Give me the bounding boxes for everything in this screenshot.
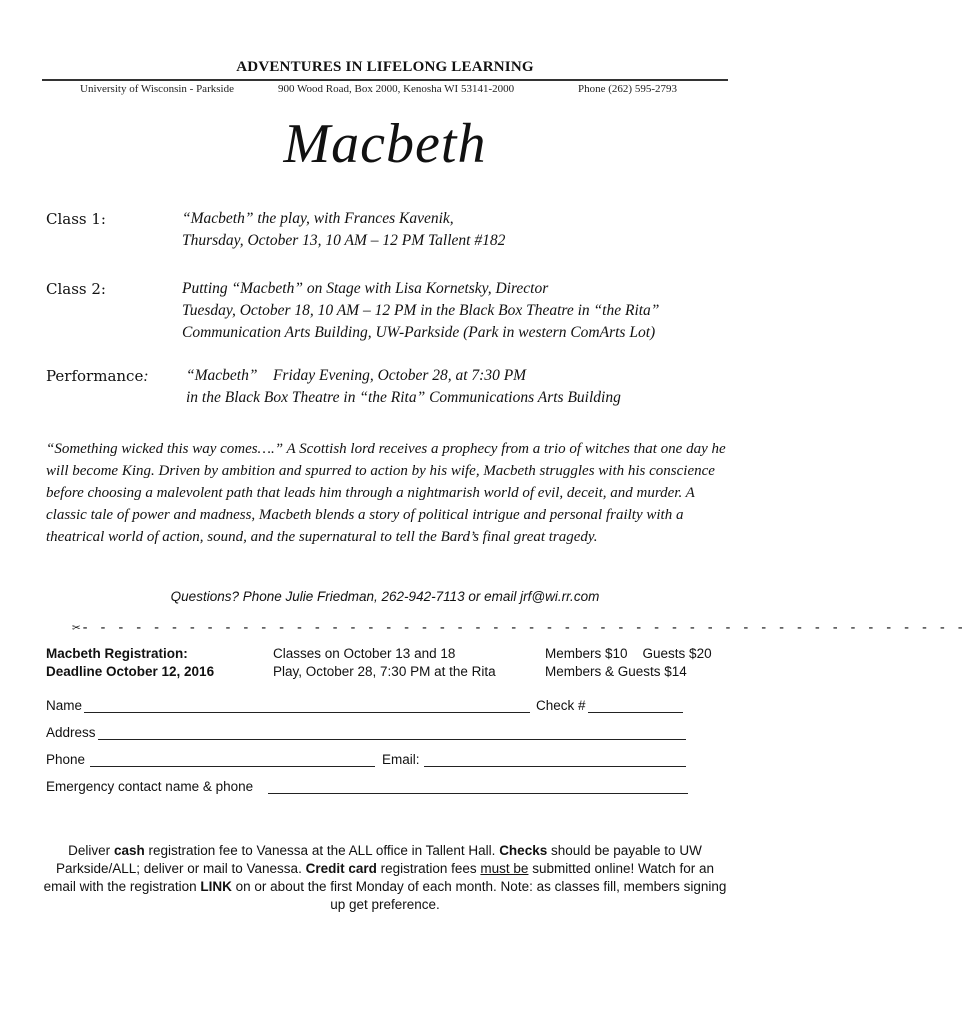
office-phone: Phone (262) 595-2793 xyxy=(578,83,677,95)
payment-link: LINK xyxy=(200,879,232,894)
class1-line1: “Macbeth” the play, with Frances Kavenik, xyxy=(182,210,454,227)
payment-credit-card: Credit card xyxy=(305,861,377,876)
play-title: Macbeth xyxy=(283,113,487,175)
payment-text-5: submitted online! Watch for an email with the registration xyxy=(43,861,715,894)
registration-classes: Classes on October 13 and 18 xyxy=(273,646,456,661)
class1-label: Class 1: xyxy=(46,210,106,228)
registration-price-classes: Members $10 Guests $20 xyxy=(545,646,712,661)
class2-line2: Tuesday, October 18, 10 AM – 12 PM in the Black Box Theatre in “the Rita” xyxy=(182,302,660,319)
emergency-contact-field[interactable] xyxy=(268,793,688,794)
emergency-label: Emergency contact name & phone xyxy=(46,779,254,794)
registration-play: Play, October 28, 7:30 PM at the Rita xyxy=(273,664,496,679)
cut-line: ✂- - - - - - - - - - - - - - - - - - - - - - - - - - - - - - - - - - - - - - - - - - - - - - - - - - xyxy=(72,620,965,636)
class2-line1: Putting “Macbeth” on Stage with Lisa Kornetsky, Director xyxy=(182,280,549,297)
performance-label-wrap xyxy=(46,366,149,388)
performance-label: Performance xyxy=(46,367,144,385)
name-field[interactable] xyxy=(84,712,530,713)
name-label: Name xyxy=(46,698,83,713)
performance-line1: “Macbeth” Friday Evening, October 28, at 7:30 PM xyxy=(186,367,527,384)
performance-line2: in the Black Box Theatre in “the Rita” Communications Arts Building xyxy=(186,389,621,406)
header-rule xyxy=(42,79,728,81)
payment-text-3: should be payable to UW Parkside/ALL; deliver or mail to Vanessa. xyxy=(55,843,702,876)
payment-text-2: registration fee to Vanessa at the ALL office in Tallent Hall. xyxy=(144,843,500,858)
address-label: Address xyxy=(46,725,96,740)
payment-instructions xyxy=(40,842,730,914)
office-address: 900 Wood Road, Box 2000, Kenosha WI 53141-2000 xyxy=(278,83,515,95)
payment-must-be: must be xyxy=(480,861,529,876)
play-description: “Something wicked this way comes….” A Scottish lord receives a prophecy from a trio of witches that one day he will become King. Driven by ambition and spurred to action by his wife, Macbeth struggles with his conscience before choosing a malevolent path that leads him through a nightmarish world of evil, deceit, and murder. A classic tale of power and madness, Macbeth blends a story of political intrigue and personal frailty with a theatrical world of action, sound, and the supernatural to tell the Bard’s final great tragedy. xyxy=(46,441,726,545)
check-number-field[interactable] xyxy=(588,712,683,713)
registration-price-play: Members & Guests $14 xyxy=(545,664,687,679)
payment-checks: Checks xyxy=(499,843,548,858)
questions-contact: Questions? Phone Julie Friedman, 262-942-7113 or email jrf@wi.rr.com xyxy=(170,589,600,604)
phone-field[interactable] xyxy=(90,766,375,767)
payment-text-1: Deliver xyxy=(68,843,114,858)
payment-text-6: on or about the first Monday of each month. Note: as classes fill, members signing up get preference. xyxy=(231,879,727,912)
class1-line2: Thursday, October 13, 10 AM – 12 PM Tallent #182 xyxy=(182,232,506,249)
university-name: University of Wisconsin - Parkside xyxy=(80,83,234,95)
registration-deadline: Deadline October 12, 2016 xyxy=(46,664,215,679)
class2-label: Class 2: xyxy=(46,280,106,298)
check-label: Check # xyxy=(536,698,586,713)
email-label: Email: xyxy=(382,752,420,767)
phone-label: Phone xyxy=(46,752,86,767)
payment-cash: cash xyxy=(113,843,145,858)
registration-title: Macbeth Registration: xyxy=(46,646,188,661)
organization-title: ADVENTURES IN LIFELONG LEARNING xyxy=(236,59,534,75)
class2-line3: Communication Arts Building, UW-Parkside (Park in western ComArts Lot) xyxy=(182,324,656,341)
payment-text-4: registration fees xyxy=(376,861,481,876)
email-field[interactable] xyxy=(424,766,686,767)
performance-colon: : xyxy=(143,368,149,385)
address-field[interactable] xyxy=(98,739,686,740)
